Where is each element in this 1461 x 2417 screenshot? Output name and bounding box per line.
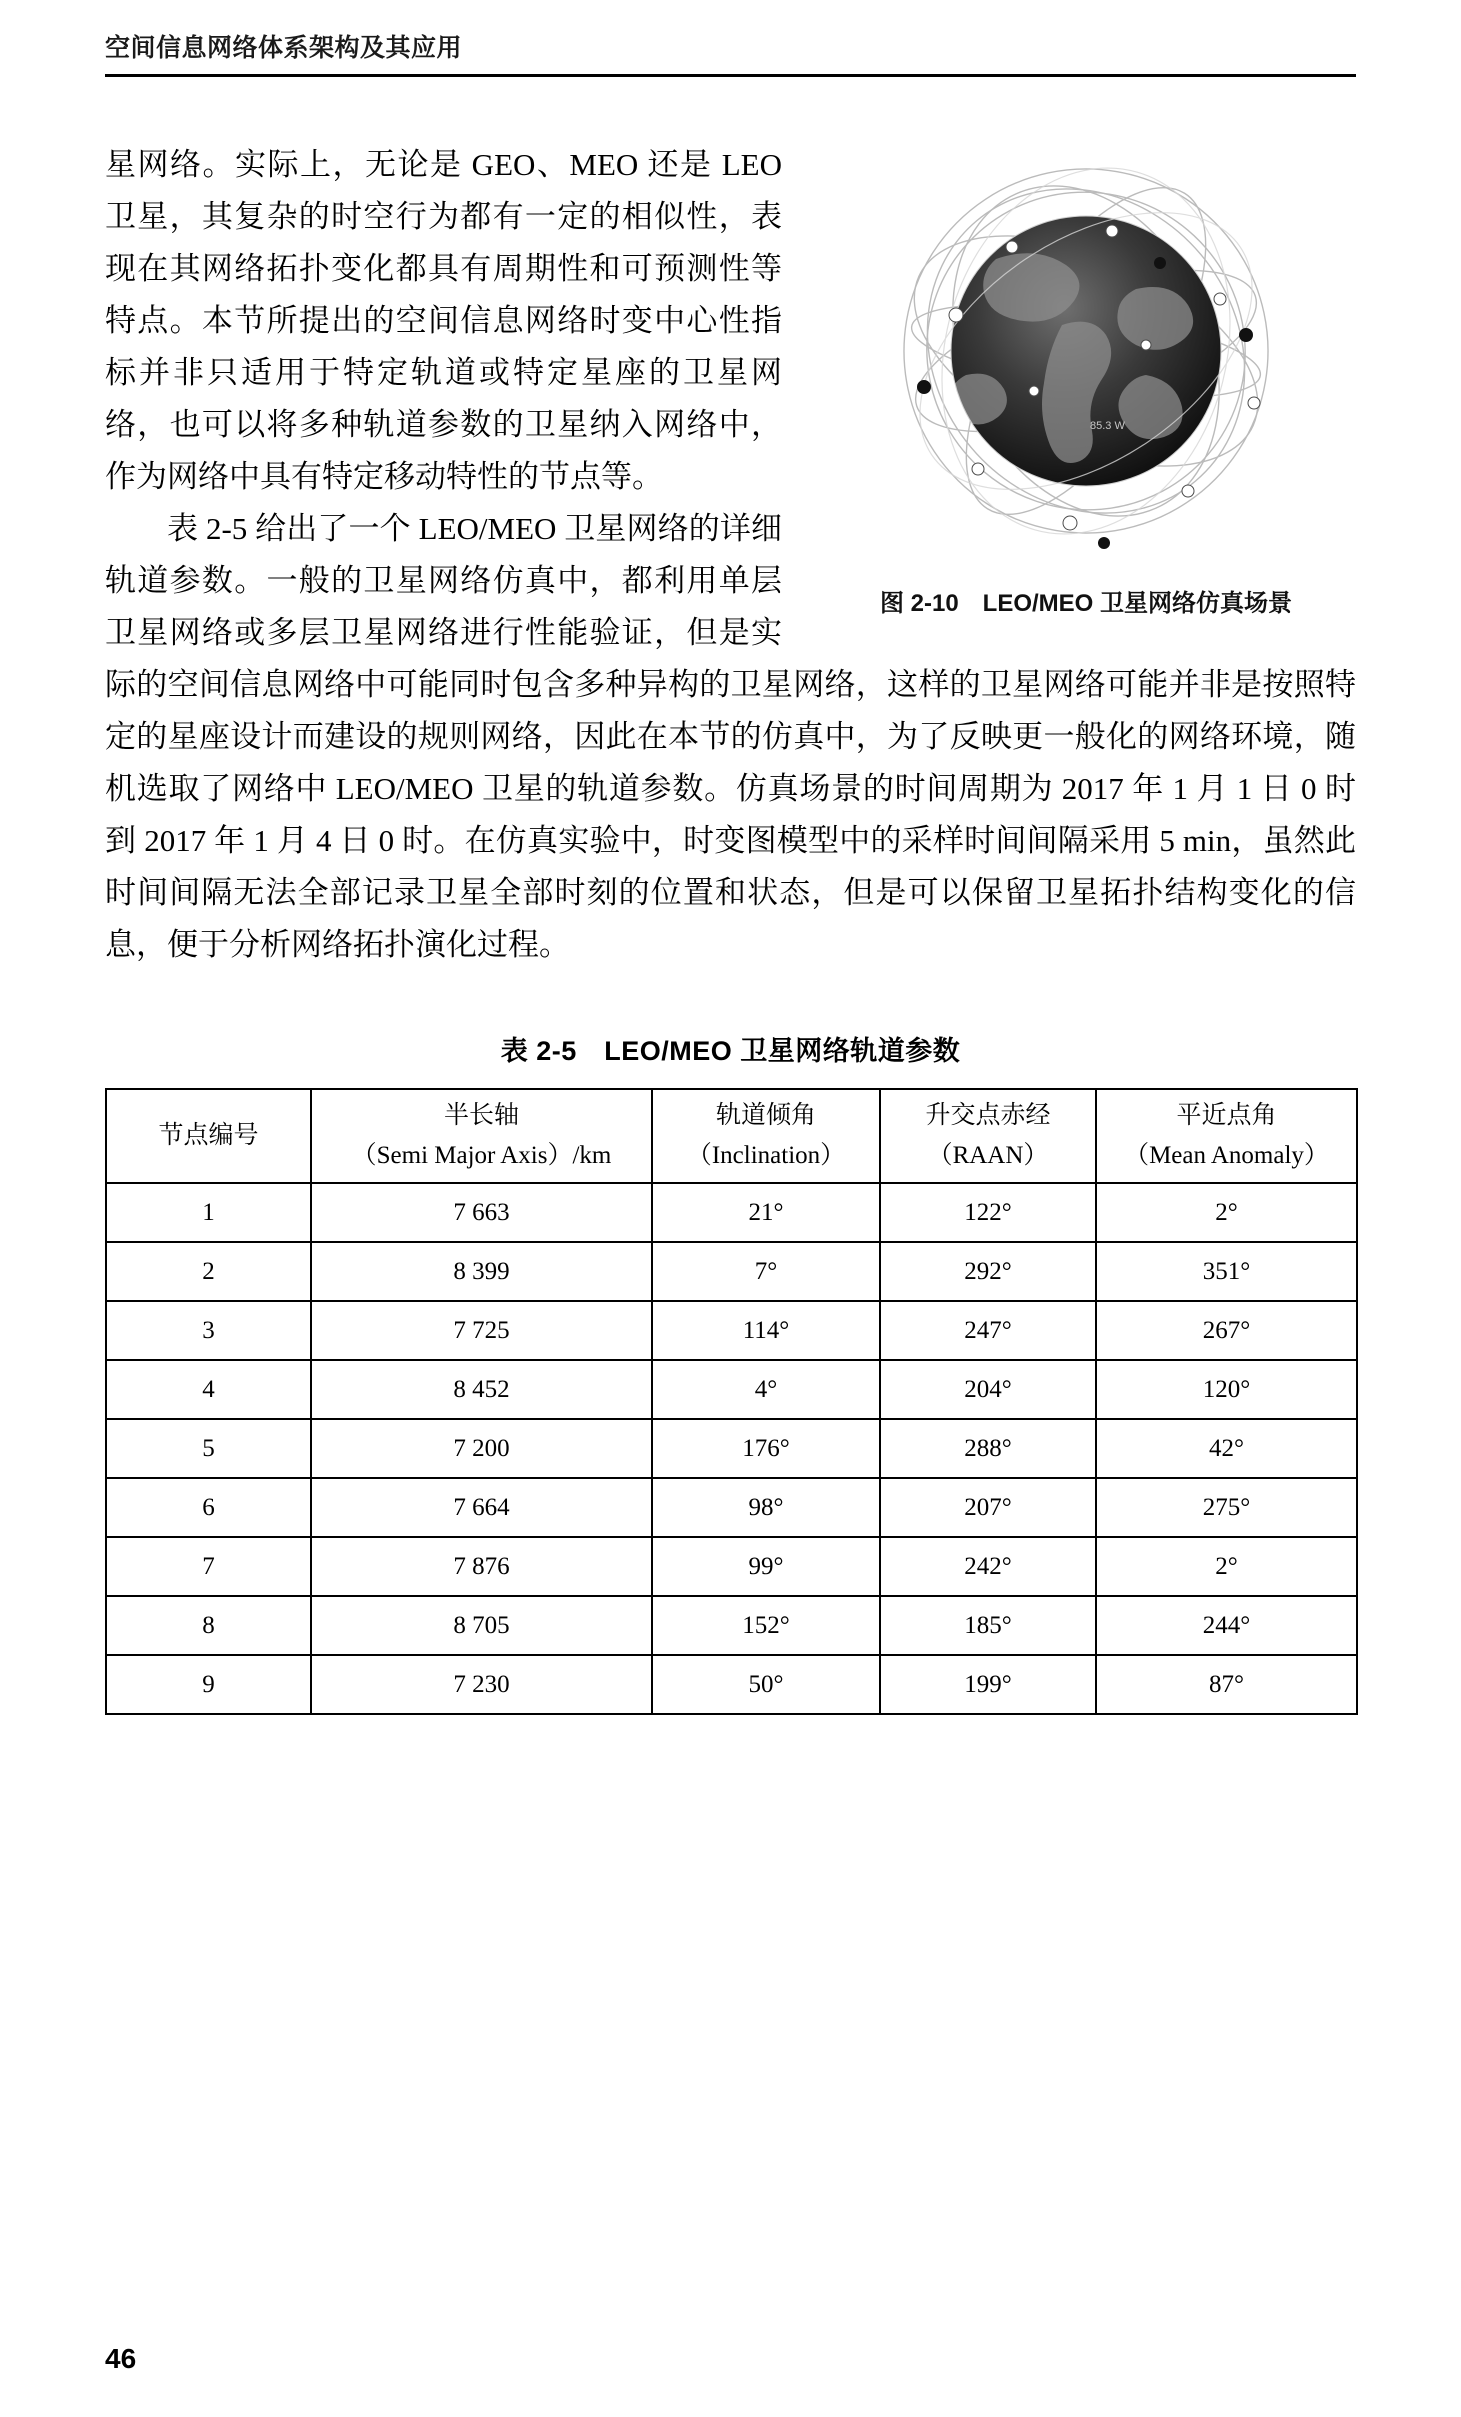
page-number: 46 (105, 2343, 137, 2374)
table-row (106, 1301, 1357, 1360)
table-cell: 9 (106, 1655, 311, 1714)
table-header-cell: 半长轴 （Semi Major Axis）/km (311, 1089, 652, 1183)
table-row (106, 1537, 1357, 1596)
table-header-cell: 轨道倾角 （Inclination） (652, 1089, 880, 1183)
table-cell: 1 (106, 1183, 311, 1242)
table-row (106, 1478, 1357, 1537)
figure-caption: 图 2-10 LEO/MEO 卫星网络仿真场景 (879, 590, 1293, 617)
table-cell: 7 876 (311, 1537, 652, 1596)
table-row (106, 1419, 1357, 1478)
table-cell: 5 (106, 1419, 311, 1478)
orbit-parameters-table (105, 1088, 1358, 1715)
table-header-row (106, 1089, 1357, 1183)
paragraph-2: 表 2-5 给出了一个 LEO/MEO 卫星网络的详细轨道参数。一般的卫星网络仿真中，都利用单层卫星网络或多层卫星网络进行性能验证，但是实际的空间信息网络中可能同时包含多种异构的卫星网络，这样的卫星网络可能并非是按照特定的星座设计而建设的规则网络，因此在本节的仿真中，为了反映更一般化的网络环境，随机选取了网络中 LEO/MEO 卫星的轨道参数。仿真场景的时间周期为 2017 年 1 月 1 日 0 时到 2017 年 1 月 4 日 0 时。在仿真实验中，时变图模型中的采样时间间隔采用 5 min，虽然此时间间隔无法全部记录卫星全部时刻的位置和状态，但是可以保留卫星拓扑结构变化的信息，便于分析网络拓扑演化过程。 (105, 511, 1356, 962)
table-cell: 185° (880, 1596, 1096, 1655)
table-cell: 7° (652, 1242, 880, 1301)
table-cell: 199° (880, 1655, 1096, 1714)
table-cell: 275° (1096, 1478, 1357, 1537)
table-header-cell: 升交点赤经 （RAAN） (880, 1089, 1096, 1183)
table-header-cell: 平近点角 （Mean Anomaly） (1096, 1089, 1357, 1183)
table-cell: 2 (106, 1242, 311, 1301)
table-cell: 120° (1096, 1360, 1357, 1419)
table-cell: 99° (652, 1537, 880, 1596)
svg-text:85.3 W: 85.3 W (1090, 420, 1125, 432)
table-cell: 244° (1096, 1596, 1357, 1655)
figure-image-satellite-network (816, 139, 1356, 569)
table-cell: 3 (106, 1301, 311, 1360)
table-cell: 247° (880, 1301, 1096, 1360)
running-head: 空间信息网络体系架构及其应用 (105, 34, 463, 62)
table-row (106, 1360, 1357, 1419)
table-row (106, 1596, 1357, 1655)
table-row (106, 1183, 1357, 1242)
table-cell: 21° (652, 1183, 880, 1242)
table-cell: 114° (652, 1301, 880, 1360)
table-cell: 152° (652, 1596, 880, 1655)
table-cell: 2° (1096, 1537, 1357, 1596)
table-cell: 122° (880, 1183, 1096, 1242)
table-row (106, 1242, 1357, 1301)
table-cell: 176° (652, 1419, 880, 1478)
table-cell: 98° (652, 1478, 880, 1537)
table-cell: 8 399 (311, 1242, 652, 1301)
globe-orbit-illustration (816, 139, 1356, 569)
table-cell: 4° (652, 1360, 880, 1419)
table-cell: 242° (880, 1537, 1096, 1596)
table-cell: 2° (1096, 1183, 1357, 1242)
table-cell: 7 664 (311, 1478, 652, 1537)
table-cell: 8 452 (311, 1360, 652, 1419)
table-header-cell: 节点编号 (106, 1089, 311, 1183)
table-cell: 42° (1096, 1419, 1357, 1478)
table-cell: 6 (106, 1478, 311, 1537)
table-caption: 表 2-5 LEO/MEO 卫星网络轨道参数 (500, 1036, 961, 1066)
table-cell: 292° (880, 1242, 1096, 1301)
figure-block (816, 139, 1356, 618)
table-cell: 288° (880, 1419, 1096, 1478)
table-cell: 7 230 (311, 1655, 652, 1714)
table-cell: 8 705 (311, 1596, 652, 1655)
table-cell: 8 (106, 1596, 311, 1655)
paragraph-1: 星网络。实际上，无论是 GEO、MEO 还是 LEO 卫星，其复杂的时空行为都有一定的相似性，表现在其网络拓扑变化都具有周期性和可预测性等特点。本节所提出的空间信息网络时变中心性指标并非只适用于特定轨道或特定星座的卫星网络，也可以将多种轨道参数的卫星纳入网络中，作为网络中具有特定移动特性的节点等。 (105, 147, 782, 494)
table-cell: 351° (1096, 1242, 1357, 1301)
table-cell: 4 (106, 1360, 311, 1419)
header-rule (105, 74, 1356, 77)
table-cell: 87° (1096, 1655, 1357, 1714)
table-cell: 7 200 (311, 1419, 652, 1478)
table-cell: 7 725 (311, 1301, 652, 1360)
table-cell: 267° (1096, 1301, 1357, 1360)
table-row (106, 1655, 1357, 1714)
table-cell: 207° (880, 1478, 1096, 1537)
body-text-area (105, 139, 1356, 971)
table-cell: 204° (880, 1360, 1096, 1419)
table-cell: 50° (652, 1655, 880, 1714)
table-cell: 7 663 (311, 1183, 652, 1242)
table-cell: 7 (106, 1537, 311, 1596)
